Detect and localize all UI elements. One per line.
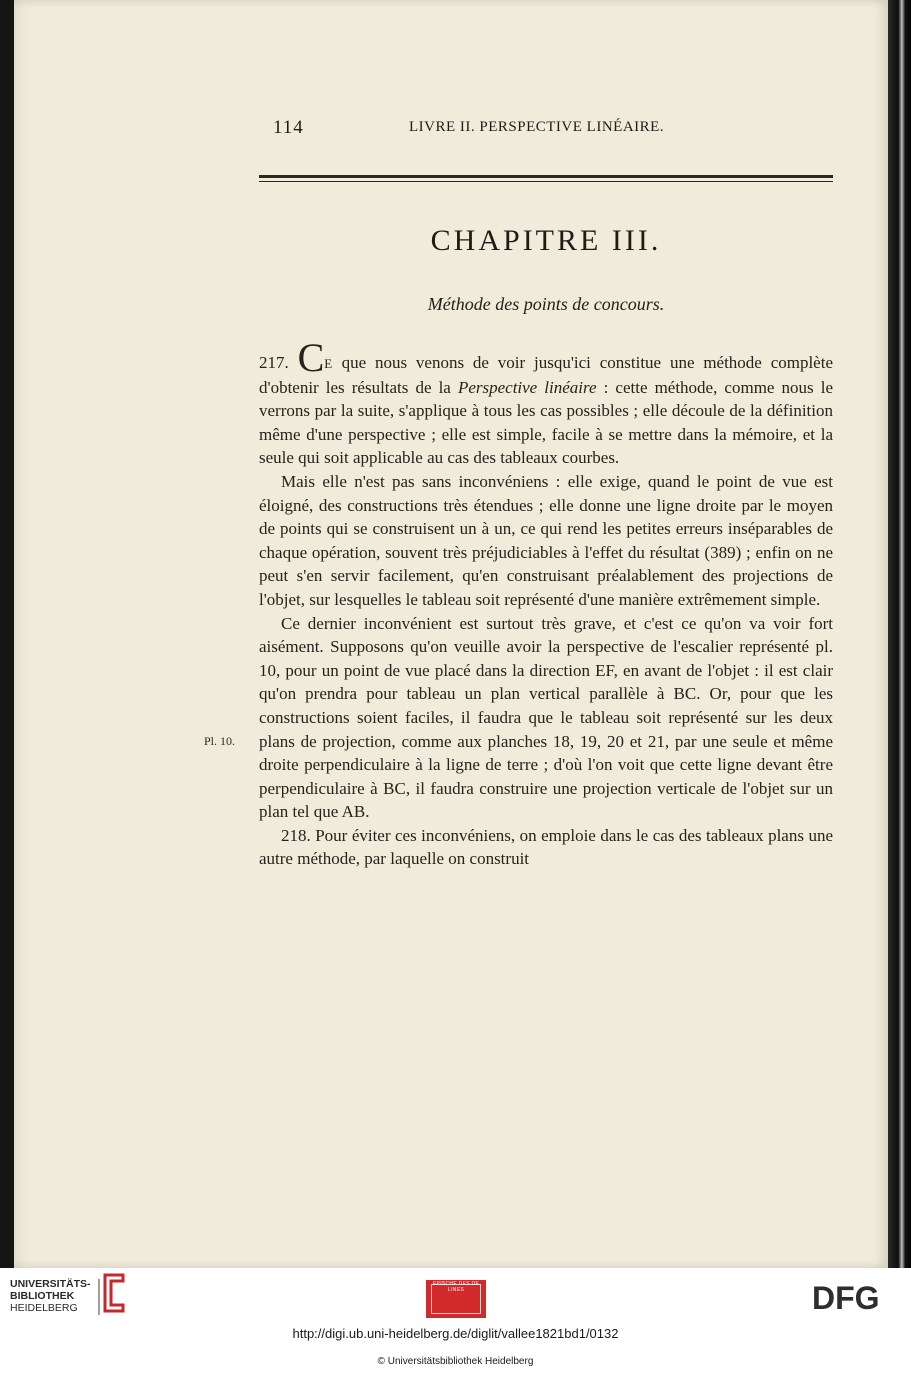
chapter-subtitle: Méthode des points de concours. bbox=[427, 294, 665, 314]
copyright-notice: © Universitätsbibliothek Heidelberg bbox=[377, 1356, 534, 1367]
paragraph: Ce dernier inconvénient est surtout très grave, et c'est ce qu'on va voir fort aisément. Supposons qu'on veuille avoir la perspective de l'escalier représenté pl. 10, pour un point de vue placé dans la direction EF, en avant de l'objet : il est clair qu'on prendra pour tableau un plan vertical parallèle à BC. Or, pour que les constructions soient faciles, il faudra que le tableau soit représenté sur les deux plans de projection, comme aux planches 18, 19, 20 et 21, par une seule et même droite perpendiculaire à la ligne de terre ; d'où l'on voit que cette ligne devant être perpendiculaire à BC, il faudra construire une projection verticale de l'objet sur un plan tel que AB. bbox=[259, 613, 833, 822]
book-spine bbox=[888, 0, 911, 1268]
project-logo-icon[interactable] bbox=[426, 1280, 486, 1318]
library-logo-text bbox=[10, 1278, 91, 1314]
italic-term: Perspective linéaire bbox=[457, 377, 597, 397]
viewer-footer bbox=[0, 1268, 911, 1379]
paragraph-text: : cette méthode, comme nous le verrons par la suite, s'applique à tous les cas possibles ; elle découle de la définition même d'une perspective ; elle est simple, facile à se mettre dans la mémoire, et la seule qui soit applicable au cas des tableaux courbes. bbox=[259, 377, 833, 468]
project-logo-text: EPISCHE DES DE LINES bbox=[432, 1281, 480, 1293]
small-caps: E bbox=[324, 356, 333, 371]
chapter-title: CHAPITRE III. bbox=[430, 224, 662, 257]
running-head bbox=[273, 117, 847, 139]
body-text bbox=[259, 335, 833, 871]
header-rule-thick bbox=[259, 175, 833, 178]
paragraph-217 bbox=[259, 335, 833, 470]
library-line: BIBLIOTHEK bbox=[10, 1290, 75, 1302]
dfg-logo-text: DFG bbox=[812, 1282, 880, 1312]
paragraph-number: 217. bbox=[259, 353, 289, 372]
margin-note: Pl. 10. bbox=[204, 734, 236, 748]
dfg-logo-icon[interactable] bbox=[812, 1282, 898, 1312]
drop-cap: C bbox=[297, 335, 325, 380]
paragraph: Mais elle n'est pas sans inconvéniens : elle exige, quand le point de vue est éloigné, des constructions très étendues ; elle donne une ligne droite par le moyen de points qui se construisent un à un, ce qui rend les petites erreurs inséparables de chaque opération, souvent très préjudiciables à l'effet du résultat (389) ; enfin on ne peut s'en servir facilement, qu'en construisant préalablement des projections de l'objet, sur lesquelles le tableau soit représenté d'une manière extrêmement simple. bbox=[259, 471, 833, 609]
library-line: HEIDELBERG bbox=[10, 1302, 78, 1314]
paragraph-text: que nous venons de voir jusqu'ici constitue une méthode complète d'obtenir les résultats de la bbox=[259, 353, 833, 397]
permalink-url[interactable]: http://digi.ub.uni-heidelberg.de/diglit/vallee1821bd1/0132 bbox=[292, 1326, 619, 1341]
library-line: UNIVERSITÄTS- bbox=[10, 1278, 91, 1290]
header-rule-thin bbox=[259, 181, 833, 182]
library-logo-icon[interactable] bbox=[97, 1271, 127, 1315]
running-title: LIVRE II. PERSPECTIVE LINÉAIRE. bbox=[409, 119, 665, 135]
paragraph-218: 218. Pour éviter ces inconvéniens, on emploie dans le cas des tableaux plans une autre méthode, par laquelle on construit bbox=[259, 825, 833, 869]
page-number: 114 bbox=[273, 117, 304, 138]
